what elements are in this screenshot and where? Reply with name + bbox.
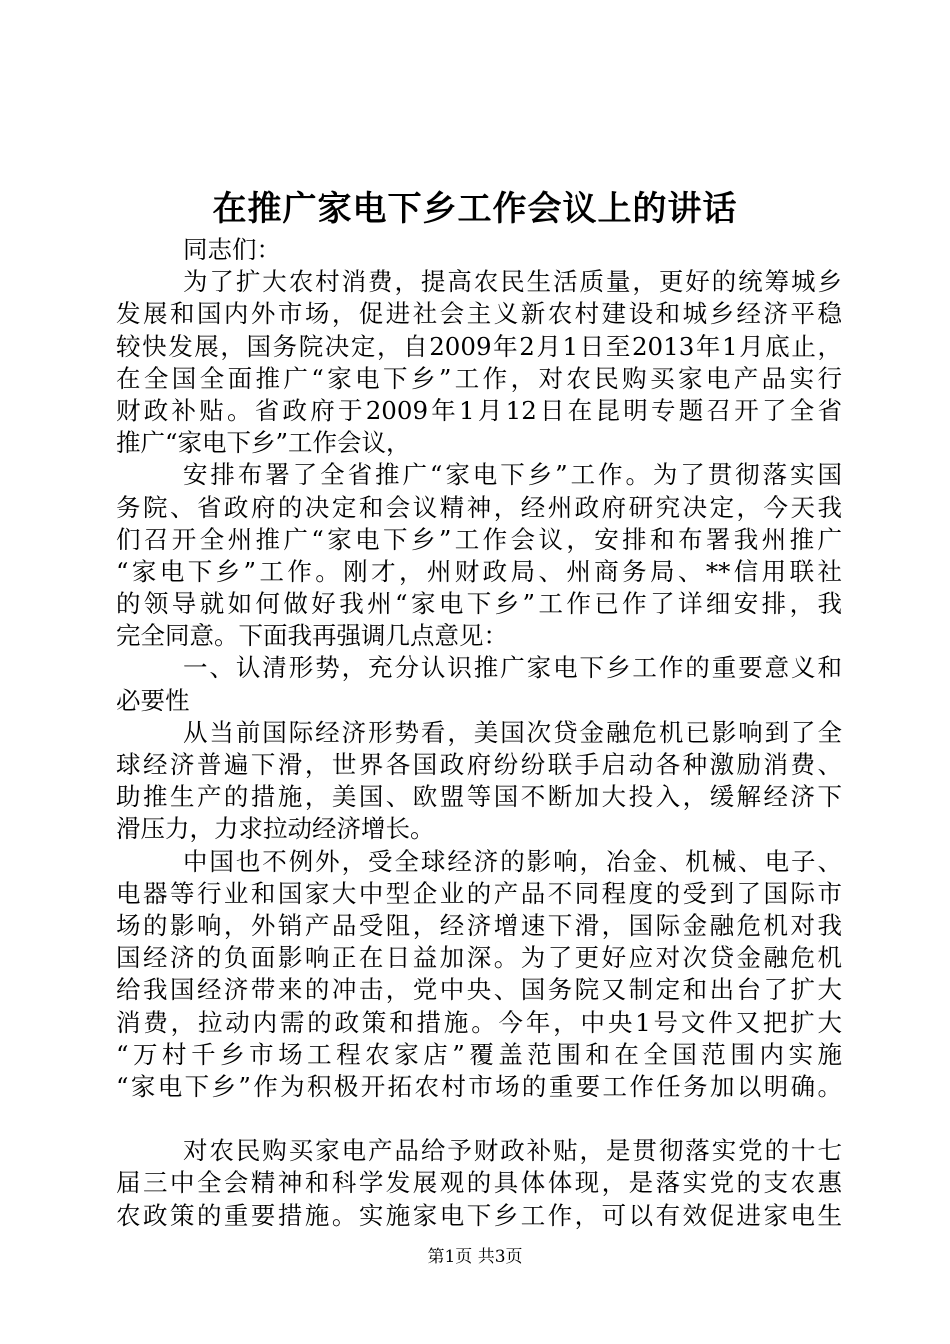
salutation: 同志们： (183, 235, 281, 264)
paragraph-spacer (116, 1103, 842, 1135)
paragraph-line: 消费，拉动内需的政策和措施。今年，中央1号文件又把扩大 (116, 1007, 842, 1037)
paragraph-line: 发展和国内外市场，促进社会主义新农村建设和城乡经济平稳 (116, 299, 842, 329)
paragraph-line: “家电下乡”作为积极开拓农村市场的重要工作任务加以明确。 (116, 1071, 842, 1101)
paragraph-line: 中国也不例外，受全球经济的影响，冶金、机械、电子、 (183, 846, 842, 876)
page-footer: 第1页 共3页 (427, 1247, 523, 1267)
paragraph-line: 为了扩大农村消费，提高农民生活质量，更好的统筹城乡 (183, 267, 842, 297)
paragraph-line: 们召开全州推广“家电下乡”工作会议，安排和布署我州推广 (116, 524, 842, 554)
section-heading-line: 一、认清形势，充分认识推广家电下乡工作的重要意义和 (183, 653, 842, 683)
document-title: 在推广家电下乡工作会议上的讲话 (212, 189, 738, 229)
paragraph-line: “家电下乡”工作。刚才，州财政局、州商务局、**信用联社 (116, 556, 842, 586)
paragraph-line: 届三中全会精神和科学发展观的具体体现，是落实党的支农惠 (116, 1168, 842, 1198)
document-body (116, 234, 842, 1232)
paragraph-line: 对农民购买家电产品给予财政补贴，是贯彻落实党的十七 (183, 1136, 842, 1166)
paragraph-line: 推广“家电下乡”工作会议， (116, 428, 411, 458)
paragraph-line: 场的影响，外销产品受阻，经济增速下滑，国际金融危机对我 (116, 910, 842, 940)
paragraph-line: “万村千乡市场工程农家店”覆盖范围和在全国范围内实施 (116, 1039, 842, 1069)
paragraph-line: 财政补贴。省政府于2009年1月12日在昆明专题召开了全省 (116, 395, 842, 425)
paragraph-line: 完全同意。下面我再强调几点意见： (116, 621, 508, 651)
paragraph-line: 的领导就如何做好我州“家电下乡”工作已作了详细安排，我 (116, 589, 842, 619)
paragraph-line: 农政策的重要措施。实施家电下乡工作，可以有效促进家电生 (116, 1200, 842, 1230)
paragraph-line: 务院、省政府的决定和会议精神，经州政府研究决定，今天我 (116, 492, 842, 522)
paragraph-line: 给我国经济带来的冲击，党中央、国务院又制定和出台了扩大 (116, 975, 842, 1005)
paragraph-line: 球经济普遍下滑，世界各国政府纷纷联手启动各种激励消费、 (116, 750, 842, 779)
paragraph-line: 电器等行业和国家大中型企业的产品不同程度的受到了国际市 (116, 878, 842, 908)
paragraph-line: 国经济的负面影响正在日益加深。为了更好应对次贷金融危机 (116, 943, 842, 973)
paragraph-line: 安排布署了全省推广“家电下乡”工作。为了贯彻落实国 (183, 460, 842, 490)
paragraph-line: 较快发展，国务院决定，自2009年2月1日至2013年1月底止， (116, 331, 842, 361)
paragraph-line: 从当前国际经济形势看，美国次贷金融危机已影响到了全 (183, 717, 842, 747)
paragraph-line: 助推生产的措施，美国、欧盟等国不断加大投入，缓解经济下 (116, 782, 842, 812)
paragraph-line: 滑压力，力求拉动经济增长。 (116, 814, 435, 844)
section-heading-line: 必要性 (116, 685, 190, 715)
paragraph-line: 在全国全面推广“家电下乡”工作，对农民购买家电产品实行 (116, 363, 842, 393)
